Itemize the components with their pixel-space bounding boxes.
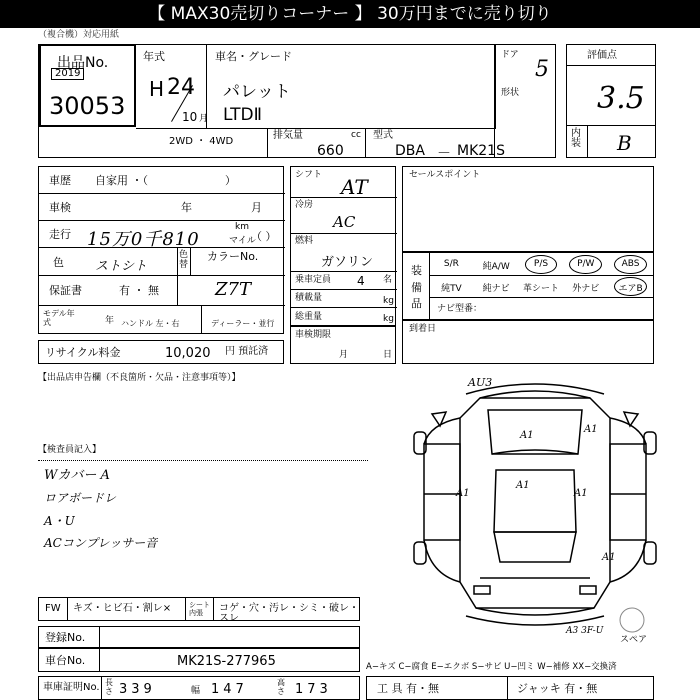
inspector-label: 【検査員記入】 (38, 445, 102, 455)
expiry-label: 車検期限 (295, 330, 332, 340)
chassis-label: 車台No. (45, 654, 86, 667)
equipment-item-abs (608, 253, 653, 275)
mileage-label: 走行 (49, 228, 71, 241)
inspector-note-2: ロアボードレ (44, 491, 117, 505)
damage-mark-left-door: A1 (456, 488, 470, 499)
length-value: 339 (119, 682, 156, 697)
expiry-day: 日 (383, 350, 393, 360)
equipment-item-label: 純TV (441, 284, 462, 294)
load-unit: kg (383, 296, 394, 306)
year-era: H (149, 77, 165, 101)
equipment-item-p-w (563, 253, 608, 275)
mileage-value: 15万0千810 (87, 229, 200, 250)
warranty-value: 有 ・ 無 (119, 284, 159, 297)
recycle-value: 10,020 (165, 346, 211, 361)
equipment-circle-mark (569, 255, 602, 274)
equipment-circle-mark (525, 255, 558, 274)
expiry-month: 月 (339, 350, 349, 360)
equipment-item-label: 純ナビ (482, 284, 510, 294)
inspector-note-4: ACコンプレッサー音 (44, 536, 158, 550)
damage-legend: A−キズ C−腐食 E−エクボ S−サビ U−凹ミ W−補修 XX−交換済 (366, 662, 617, 672)
arrival-box (402, 320, 654, 364)
color-no-label: カラーNo. (207, 250, 259, 263)
left-info-block (38, 166, 284, 334)
equipment-item-label: 純A/W (482, 262, 510, 272)
damage-mark-right-door: A1 (574, 488, 588, 499)
equipment-item-label: 革シート (522, 284, 559, 294)
carname-label: 車名・グレード (215, 50, 292, 63)
displacement-value: 660 (317, 143, 344, 159)
score-value: 3.5 (597, 81, 645, 116)
type-dash: － (437, 146, 451, 162)
fw-label: FW (45, 603, 61, 614)
type-prefix: DBA (395, 143, 425, 159)
arrival-label: 到着日 (409, 324, 437, 334)
inspection-label: 車検 (49, 201, 71, 214)
registration-label: 登録No. (45, 631, 86, 644)
sales-point-box (402, 166, 654, 252)
inspector-note-1: Wカバー A (44, 468, 110, 483)
lot-label: 出品No. (57, 55, 109, 71)
equipment-item-label: S/R (443, 259, 459, 269)
dealer-label: ディーラー・並行 (211, 319, 275, 328)
garage-cert-row (38, 676, 360, 700)
type-label: 型式 (373, 130, 393, 141)
inspector-note-3: A・U (44, 514, 75, 528)
history-label: 車歴 (49, 174, 71, 187)
car-name: パレット (223, 82, 291, 102)
drive-label: 2WD ・ 4WD (169, 136, 234, 147)
month-unit: 月 (199, 114, 209, 124)
equipment-item- (474, 275, 519, 297)
equipment-item-p-s (519, 253, 564, 275)
recycle-box (38, 340, 284, 364)
score-box (566, 44, 656, 158)
seat-value: コゲ・穴・汚レ・シミ・破レ・スレ (219, 603, 359, 624)
mile-unit: マイル (229, 236, 256, 246)
equipment-item-s-r (429, 253, 474, 275)
score-label: 評価点 (587, 50, 617, 61)
capacity-value: 4 (357, 274, 365, 288)
damage-mark-front: AU3 (468, 376, 493, 389)
displacement-label: 排気量 (273, 130, 303, 141)
equipment-row-1 (429, 253, 653, 275)
equipment-item-tv (429, 275, 474, 297)
car-body-diagram (410, 372, 660, 640)
aircon-value: AC (333, 213, 356, 231)
damage-mark-right-fender: A1 (584, 424, 598, 435)
chassis-value: MK21S-277965 (177, 654, 276, 669)
equipment-row-2 (429, 275, 653, 297)
sales-point-label: セールスポイント (409, 170, 481, 180)
registration-row (38, 626, 360, 648)
equipment-item- (519, 275, 564, 297)
interior-label: 内装 (571, 128, 581, 149)
equipment-label: 装備品 (411, 264, 422, 310)
month-value: 10 (182, 110, 198, 124)
equipment-item-label: エアB (618, 284, 643, 294)
load-label: 積載量 (295, 293, 323, 303)
damage-mark-right-rear: A1 (602, 552, 616, 563)
tools-row (366, 676, 654, 700)
damage-mark-roof: A1 (516, 480, 530, 491)
fw-value: キズ・ヒビ石・割レ× (73, 603, 172, 614)
door-label: ドア (501, 50, 519, 60)
inspection-year-unit: 年 (181, 201, 192, 214)
inspection-expiry-box (290, 326, 396, 364)
header-block (38, 44, 556, 162)
equipment-item-a-w (474, 253, 519, 275)
year-label: 年式 (143, 50, 165, 63)
color-change-label: 色替 (179, 250, 189, 270)
color-value: ストシト (95, 259, 148, 274)
door-value: 5 (535, 57, 549, 82)
garage-cert-label: 車庫証明No. (43, 682, 100, 693)
seat-label: シート内張 (189, 601, 210, 618)
cc-label: cc (351, 130, 361, 140)
recycle-label: リサイクル料金 (45, 346, 121, 359)
chassis-row (38, 648, 360, 672)
km-unit: km (235, 222, 249, 232)
shift-label: シフト (295, 170, 323, 180)
equipment-box (402, 252, 654, 320)
damage-mark-hood: A1 (520, 430, 534, 441)
damage-mark-rear: A3 3F-U (566, 626, 604, 636)
gross-unit: kg (383, 314, 394, 324)
tools-label: 工 具 有・無 (377, 682, 439, 695)
lot-year-tag: 2019 (51, 68, 84, 80)
jack-label: ジャッキ 有・無 (517, 682, 598, 695)
spare-tire-label: スペア (620, 635, 648, 645)
warranty-label: 保証書 (49, 284, 82, 297)
navi-model-label: ナビ型番： (437, 304, 483, 314)
equipment-item-label: P/W (577, 259, 595, 269)
width-value: 147 (211, 682, 248, 697)
gross-label: 総重量 (295, 312, 323, 322)
mid-block (290, 166, 396, 326)
height-label: 高さ (277, 678, 285, 696)
capacity-label: 乗車定員 (295, 275, 332, 285)
fuel-label: 燃料 (295, 236, 314, 246)
inspection-month-unit: 月 (251, 201, 262, 214)
model-year-label: モデル年式 (43, 309, 75, 327)
model-year-unit: 年 (105, 316, 115, 326)
equipment-item-label: P/S (533, 259, 549, 269)
equipment-circle-mark (614, 255, 647, 274)
recycle-unit: 円 預託済 (225, 346, 269, 357)
year-value: 24 (167, 75, 195, 100)
lot-number: 30053 (49, 92, 126, 120)
height-value: 173 (295, 682, 332, 697)
shift-value: AT (341, 175, 368, 199)
car-grade: LTDⅡ (223, 105, 262, 125)
fuel-value: ガソリン (321, 255, 374, 270)
equipment-item-b (608, 275, 653, 297)
banner-title: 【 MAX30売切りコーナー 】 30万円までに売り切り (148, 4, 552, 24)
mileage-paren: （ ） (251, 230, 277, 243)
equipment-item-label: ABS (621, 259, 640, 269)
shape-label: 形状 (501, 88, 520, 98)
lot-box (39, 44, 136, 127)
color-no-value: Z7T (215, 279, 251, 300)
type-value: MK21S (457, 143, 505, 159)
top-cut-text: （複合機）対応用紙 (38, 30, 120, 40)
equipment-item- (563, 275, 608, 297)
width-label: 幅 (191, 686, 201, 696)
seller-notes-label: 【出品店申告欄（不良箇所・欠品・注意事項等）】 (38, 373, 241, 383)
color-label: 色 (53, 256, 64, 269)
fw-seat-row (38, 597, 360, 624)
interior-value: B (617, 131, 632, 155)
handle-label: ハンドル 左・右 (121, 319, 180, 328)
equipment-item-label: 外ナビ (572, 284, 600, 294)
banner (0, 0, 700, 28)
equipment-circle-mark (614, 277, 647, 296)
capacity-unit: 名 (383, 275, 393, 285)
history-value: 自家用 ・（ ） (95, 174, 236, 187)
aircon-label: 冷房 (295, 200, 314, 210)
length-label: 長さ (105, 678, 113, 696)
